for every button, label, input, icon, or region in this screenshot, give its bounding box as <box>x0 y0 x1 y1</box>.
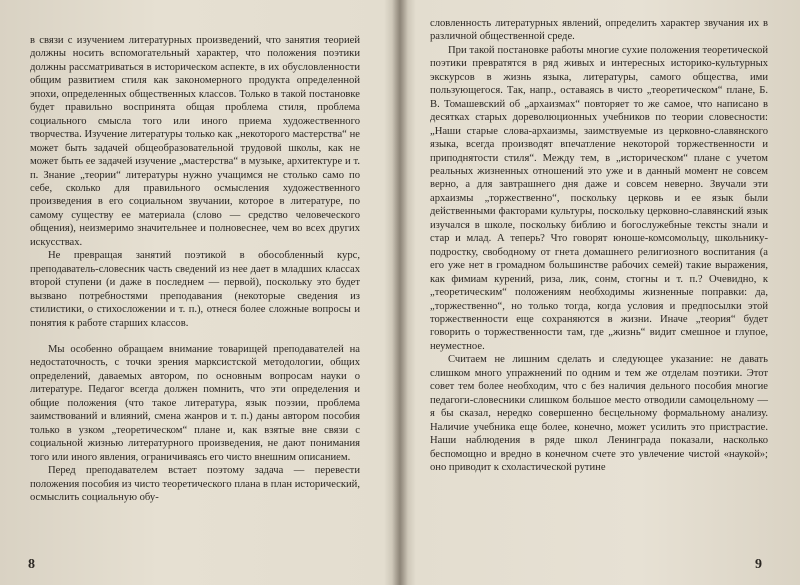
paragraph: Не превращая занятий поэтикой в обособленный курс, преподаватель-словесник часть сведений из нее дает в младших классах второй ступени (и даже в последнем — первой), поскольку это будет вызвано потребностями преподавания (некоторые сведения из стилистики, о стихосложении и т. п.), отнеся более сложные вопросы и понятия к работе старших классов. <box>30 250 360 329</box>
left-page-text <box>30 34 360 504</box>
paragraph: Мы особенно обращаем внимание товарищей преподавателей на недостаточность, с точки зрения марксистской методологии, общих определений, даваемых автором, по основным вопросам науки о литературе. Педагог всегда должен помнить, что эти определения и общие положения (что такое литература, язык поэзии, проблема заимствований и влияний, смена жанров и т. п.) даны автором пособия только в узком „теоретическом“ плане и, как взятые вне связи с социальной жизнью литературного произведения, не дают понимания того или иного явления, ограничиваясь его чисто внешним описанием. <box>30 343 360 463</box>
right-page-text <box>430 17 768 474</box>
page-number: 8 <box>28 557 35 572</box>
paragraph: словленность литературных явлений, определить характер звучания их в различной общественной среде. <box>430 18 768 43</box>
right-page <box>405 0 800 585</box>
paragraph: Перед преподавателем встает поэтому задача — перевести положения пособия из чисто теоретического плана в план исторический, осмыслить социальную обу- <box>30 465 360 503</box>
paragraph: При такой постановке работы многие сухие положения теоретической поэтики превратятся в ряд живых и интересных историко-культурных экскурсов в жизнь языка, литературы, самого общества, ими пользующегося. Так, напр., оставаясь в чисто „теоретическом“ плане, Б. В. Томашевский об „архаизмах“ повторяет то же самое, что написано в десятках старых дореволюционных учебников по теории словесности: „Наши старые слова-архаизмы, заимствуемые из церковно-славянского языка, всегда производят впечатление некоторой торжественности и приподнятости стиля“. Между тем, в „историческом“ плане с учетом реальных жизненных отношений это уже и в данный момент не совсем верно, а для завтрашнего дня даже и совсем неверно. Звучали эти архаизмы „торжественно“, поскольку церковь и ее язык были действенными факторами культуры, поскольку церковно-славянский язык изучался в школе, поскольку библию и богослужебные тексты знали и стар и млад. А теперь? Что говорят юноше-комсомольцу, школьнику-подростку, свободному от гнета домашнего религиозного воспитания (а его уже нет в громадном большинстве рабочих семей) такие выражения, как фимиам курений, риза, лик, сонм, стогны и т. п.? Очевидно, к „теоретическим“ положениям необходимы жизненные поправки: да, „торжественно“, но только тогда, когда условия и предпосылки этой торжественности еще сохраняются в жизни. Иначе „теория“ будет говорить о торжественности там, где „жизнь“ видит смешное и глупое, неуместное. <box>430 44 768 352</box>
left-page <box>0 0 395 585</box>
paragraph: в связи с изучением литературных произведений, что занятия теорией должны носить вспомогательный характер, что положения поэтики должны рассматриваться в историческом аспекте, в их обусловленности общим развитием стиля как закономерного продукта определенной эпохи, определенных общественных классов. Только в такой постановке будет правильно воспринята общая проблема стиля, проблема социального смысла того или иного приема художественного творчества. Изучение литературы только как „некоторого мастерства“ не может быть задачей общеобразовательной трудовой школы, как не может быть ее задачей изучение „мастерства“ в музыке, архитектуре и т. п. Знание „теории“ литературы нужно учащимся не столько само по себе, сколько для правильного осмысления художественного произведения в его социальном звучании, которое в литературе, по самому существу ее материала (слово — средство человеческого общения), неизмеримо значительнее и полновеснее, чем во всех других искусствах. <box>30 35 360 248</box>
paragraph: Считаем не лишним сделать и следующее указание: не давать слишком много упражнений по одним и тем же отделам поэтики. Этот совет тем более необходим, что с без наличия дельного пособия многие педагоги-словесники слишком большое место отводили самоцельному — я бы сказал, нередко совершенно бесцельному формальному анализу. Наличие учебника еще более, конечно, может усилить это пристрастие. Наши наблюдения в ряде школ Ленинграда показали, насколько беспомощно и вредно в конечном счете это увлечение чистой «наукой»; оно приводит к схоластической рутине <box>430 354 768 473</box>
page-number: 9 <box>755 557 762 572</box>
